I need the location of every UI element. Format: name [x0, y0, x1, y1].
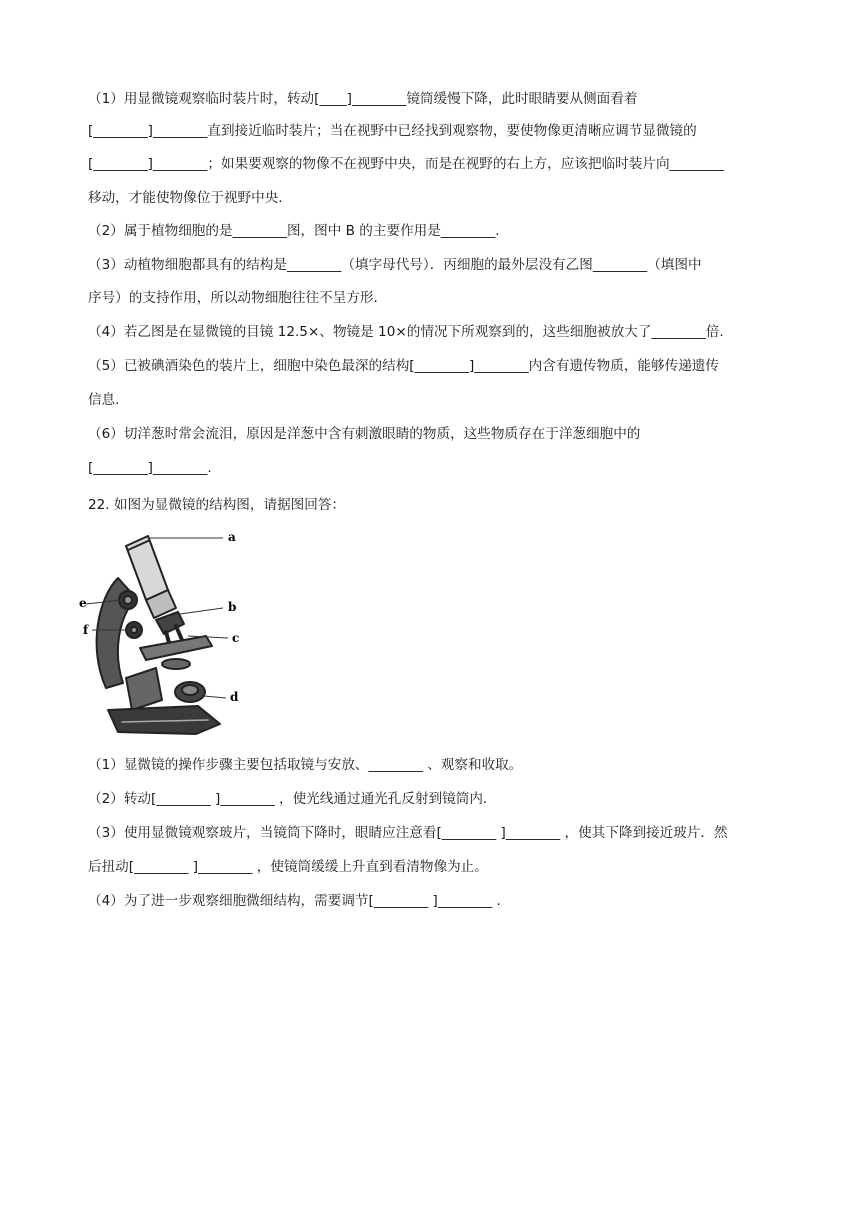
figure-label-a: a	[228, 530, 236, 544]
q21-line-2: [________]________直到接近临时装片；当在视野中已经找到观察物，要使物像更清晰应调节显微镜的	[88, 123, 697, 139]
q21-line-9: （5）已被碘酒染色的装片上，细胞中染色最深的结构[________]________内含有遗传物质，能够传递遗传	[88, 358, 719, 374]
q21-line-5: （2）属于植物细胞的是________图，图中 B 的主要作用是________.	[88, 223, 500, 239]
figure-label-e: e	[79, 596, 87, 610]
q22-line-3: （3）使用显微镜观察玻片，当镜筒下降时，眼睛应注意看[________ ]________ ，使其下降到接近玻片．然	[88, 825, 728, 841]
q22-line-5: （4）为了进一步观察细胞微细结构，需要调节[________ ]________ .	[88, 893, 501, 909]
figure-label-c: c	[232, 631, 240, 645]
q21-line-10: 信息.	[88, 392, 120, 408]
q22-line-1: （1）显微镜的操作步骤主要包括取镜与安放、________ 、观察和收取。	[88, 757, 523, 773]
q22-line-4: 后扭动[________ ]________ ，使镜筒缓缓上升直到看清物像为止。	[88, 859, 488, 875]
figure-label-f: f	[83, 623, 89, 637]
figure-label-b: b	[228, 600, 237, 614]
microscope-figure	[78, 528, 248, 743]
q21-line-1: （1）用显微镜观察临时装片时，转动[____]________镜筒缓慢下降，此时眼睛要从侧面看着	[88, 91, 638, 107]
q21-line-11: （6）切洋葱时常会流泪，原因是洋葱中含有刺激眼睛的物质，这些物质存在于洋葱细胞中的	[88, 426, 641, 442]
q21-line-8: （4）若乙图是在显微镜的目镜 12.5×、物镜是 10×的情况下所观察到的，这些细胞被放大了________倍.	[88, 324, 724, 340]
q21-line-4: 移动，才能使物像位于视野中央.	[88, 190, 283, 206]
q22-line-2: （2）转动[________ ]________ ，使光线通过通光孔反射到镜筒内.	[88, 791, 488, 807]
q22-title: 22. 如图为显微镜的结构图，请据图回答：	[88, 497, 346, 513]
q21-line-12: [________]________.	[88, 460, 212, 476]
q21-line-7: 序号）的支持作用，所以动物细胞往往不呈方形.	[88, 290, 378, 306]
q21-line-3: [________]________；如果要观察的物像不在视野中央，而是在视野的右上方，应该把临时装片向________	[88, 156, 724, 172]
q21-line-6: （3）动植物细胞都具有的结构是________（填字母代号）．丙细胞的最外层没有乙图________（填图中	[88, 257, 702, 273]
figure-label-d: d	[230, 690, 239, 704]
